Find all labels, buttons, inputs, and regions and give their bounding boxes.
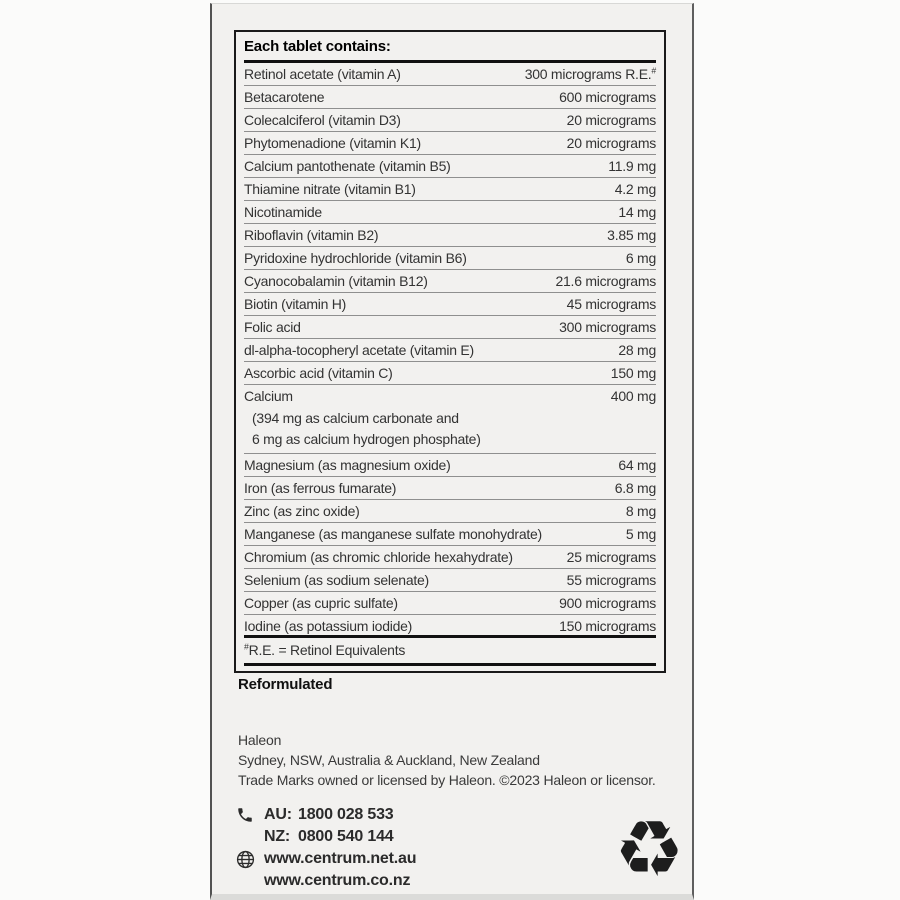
ingredient-name: Thiamine nitrate (vitamin B1) xyxy=(244,181,416,197)
ingredient-row xyxy=(244,569,656,592)
ingredient-name: Nicotinamide xyxy=(244,204,322,220)
phone-au-row xyxy=(236,804,416,826)
ingredient-amount: 900 micrograms xyxy=(559,595,656,611)
ingredient-name: Chromium (as chromic chloride hexahydrate) xyxy=(244,549,513,565)
website-nz: www.centrum.co.nz xyxy=(264,872,411,889)
ingredient-row xyxy=(244,454,656,477)
phone-au-label: AU: xyxy=(264,806,292,823)
ingredient-name: Colecalciferol (vitamin D3) xyxy=(244,112,401,128)
retinol-equivalents-footnote xyxy=(244,638,656,666)
recycling-icon: ♻ xyxy=(614,805,684,895)
ingredient-amount: 3.85 mg xyxy=(607,227,656,243)
ingredient-amount: 400 mg xyxy=(610,388,656,404)
ingredient-row xyxy=(244,615,656,638)
packet-back-panel xyxy=(210,3,694,900)
ingredient-row xyxy=(244,155,656,178)
reformulated-label: Reformulated xyxy=(238,676,333,693)
ingredient-row xyxy=(244,339,656,362)
contact-block xyxy=(236,804,416,892)
ingredient-row xyxy=(244,316,656,339)
ingredient-name: Calcium xyxy=(244,388,293,404)
ingredient-amount: 4.2 mg xyxy=(614,181,656,197)
ingredient-row xyxy=(244,362,656,385)
ingredient-amount: 14 mg xyxy=(618,204,656,220)
ingredients-header: Each tablet contains: xyxy=(244,32,656,63)
ingredient-amount: 300 micrograms R.E.# xyxy=(524,65,656,82)
ingredient-amount: 55 micrograms xyxy=(566,572,656,588)
ingredient-amount: 20 micrograms xyxy=(566,135,656,151)
ingredient-amount: 150 micrograms xyxy=(559,618,656,634)
phone-nz-number: 0800 540 144 xyxy=(298,828,394,845)
ingredient-amount: 150 mg xyxy=(610,365,656,381)
ingredient-name: Betacarotene xyxy=(244,89,325,105)
phone-nz-row xyxy=(236,826,416,848)
ingredient-amount: 6 mg xyxy=(625,250,656,266)
ingredient-row xyxy=(244,247,656,270)
ingredient-row xyxy=(244,201,656,224)
ingredient-name: Riboflavin (vitamin B2) xyxy=(244,227,379,243)
ingredient-amount: 8 mg xyxy=(625,503,656,519)
ingredient-row xyxy=(244,477,656,500)
ingredient-name: dl-alpha-tocopheryl acetate (vitamin E) xyxy=(244,342,474,358)
ingredient-name: Zinc (as zinc oxide) xyxy=(244,503,360,519)
ingredient-name: Magnesium (as magnesium oxide) xyxy=(244,457,451,473)
website-au: www.centrum.net.au xyxy=(264,850,417,867)
trademark-notice: Trade Marks owned or licensed by Haleon. ©2023 Haleon or licensor. xyxy=(238,772,656,788)
ingredient-name: Iron (as ferrous fumarate) xyxy=(244,480,397,496)
ingredient-amount: 25 micrograms xyxy=(566,549,656,565)
ingredient-name: Calcium pantothenate (vitamin B5) xyxy=(244,158,451,174)
ingredient-row xyxy=(244,546,656,569)
ingredient-subline: 6 mg as calcium hydrogen phosphate) xyxy=(244,429,656,454)
ingredient-name: Ascorbic acid (vitamin C) xyxy=(244,365,393,381)
ingredient-name: Pyridoxine hydrochloride (vitamin B6) xyxy=(244,250,467,266)
phone-icon xyxy=(236,806,264,824)
manufacturer-name: Haleon xyxy=(238,732,282,748)
ingredient-row xyxy=(244,500,656,523)
ingredient-amount: 300 micrograms xyxy=(559,319,656,335)
ingredient-amount: 20 micrograms xyxy=(566,112,656,128)
ingredient-row xyxy=(244,86,656,109)
ingredients-box xyxy=(234,30,666,673)
ingredients-table xyxy=(244,63,656,638)
ingredient-name: Iodine (as potassium iodide) xyxy=(244,618,413,634)
ingredient-amount: 28 mg xyxy=(618,342,656,358)
ingredient-row xyxy=(244,109,656,132)
ingredient-amount: 11.9 mg xyxy=(608,158,656,174)
ingredient-name: Selenium (as sodium selenate) xyxy=(244,572,429,588)
footnote-text: R.E. = Retinol Equivalents xyxy=(248,642,406,658)
ingredient-row xyxy=(244,523,656,546)
ingredient-subline: (394 mg as calcium carbonate and xyxy=(252,410,459,426)
ingredient-row xyxy=(244,270,656,293)
ingredient-amount: 5 mg xyxy=(625,526,656,542)
ingredient-amount: 600 micrograms xyxy=(559,89,656,105)
globe-icon xyxy=(236,850,264,869)
ingredient-row xyxy=(244,132,656,155)
ingredient-name: Biotin (vitamin H) xyxy=(244,296,347,312)
phone-au-number: 1800 028 533 xyxy=(298,806,394,823)
phone-nz-label: NZ: xyxy=(264,828,291,845)
ingredient-name: Cyanocobalamin (vitamin B12) xyxy=(244,273,428,289)
ingredient-name: Copper (as cupric sulfate) xyxy=(244,595,398,611)
ingredient-amount: 45 micrograms xyxy=(566,296,656,312)
ingredient-amount: 64 mg xyxy=(618,457,656,473)
ingredient-name: Phytomenadione (vitamin K1) xyxy=(244,135,421,151)
ingredient-amount: 6.8 mg xyxy=(614,480,656,496)
footnote-marker: # xyxy=(244,641,249,652)
ingredient-name: Retinol acetate (vitamin A) xyxy=(244,66,401,82)
ingredient-row xyxy=(244,63,656,86)
ingredient-name: Folic acid xyxy=(244,319,301,335)
manufacturer-address: Sydney, NSW, Australia & Auckland, New Zealand xyxy=(238,752,540,768)
ingredient-row xyxy=(244,178,656,201)
ingredient-row xyxy=(244,592,656,615)
website-au-row xyxy=(236,848,416,870)
ingredient-row xyxy=(244,293,656,316)
manufacturer-block xyxy=(238,730,656,790)
ingredient-amount: 21.6 micrograms xyxy=(555,273,656,289)
ingredient-row xyxy=(244,385,656,408)
amount-footnote-marker: # xyxy=(651,65,656,76)
website-nz-row xyxy=(236,870,416,892)
ingredient-row xyxy=(244,224,656,247)
ingredient-name: Manganese (as manganese sulfate monohydrate) xyxy=(244,526,542,542)
